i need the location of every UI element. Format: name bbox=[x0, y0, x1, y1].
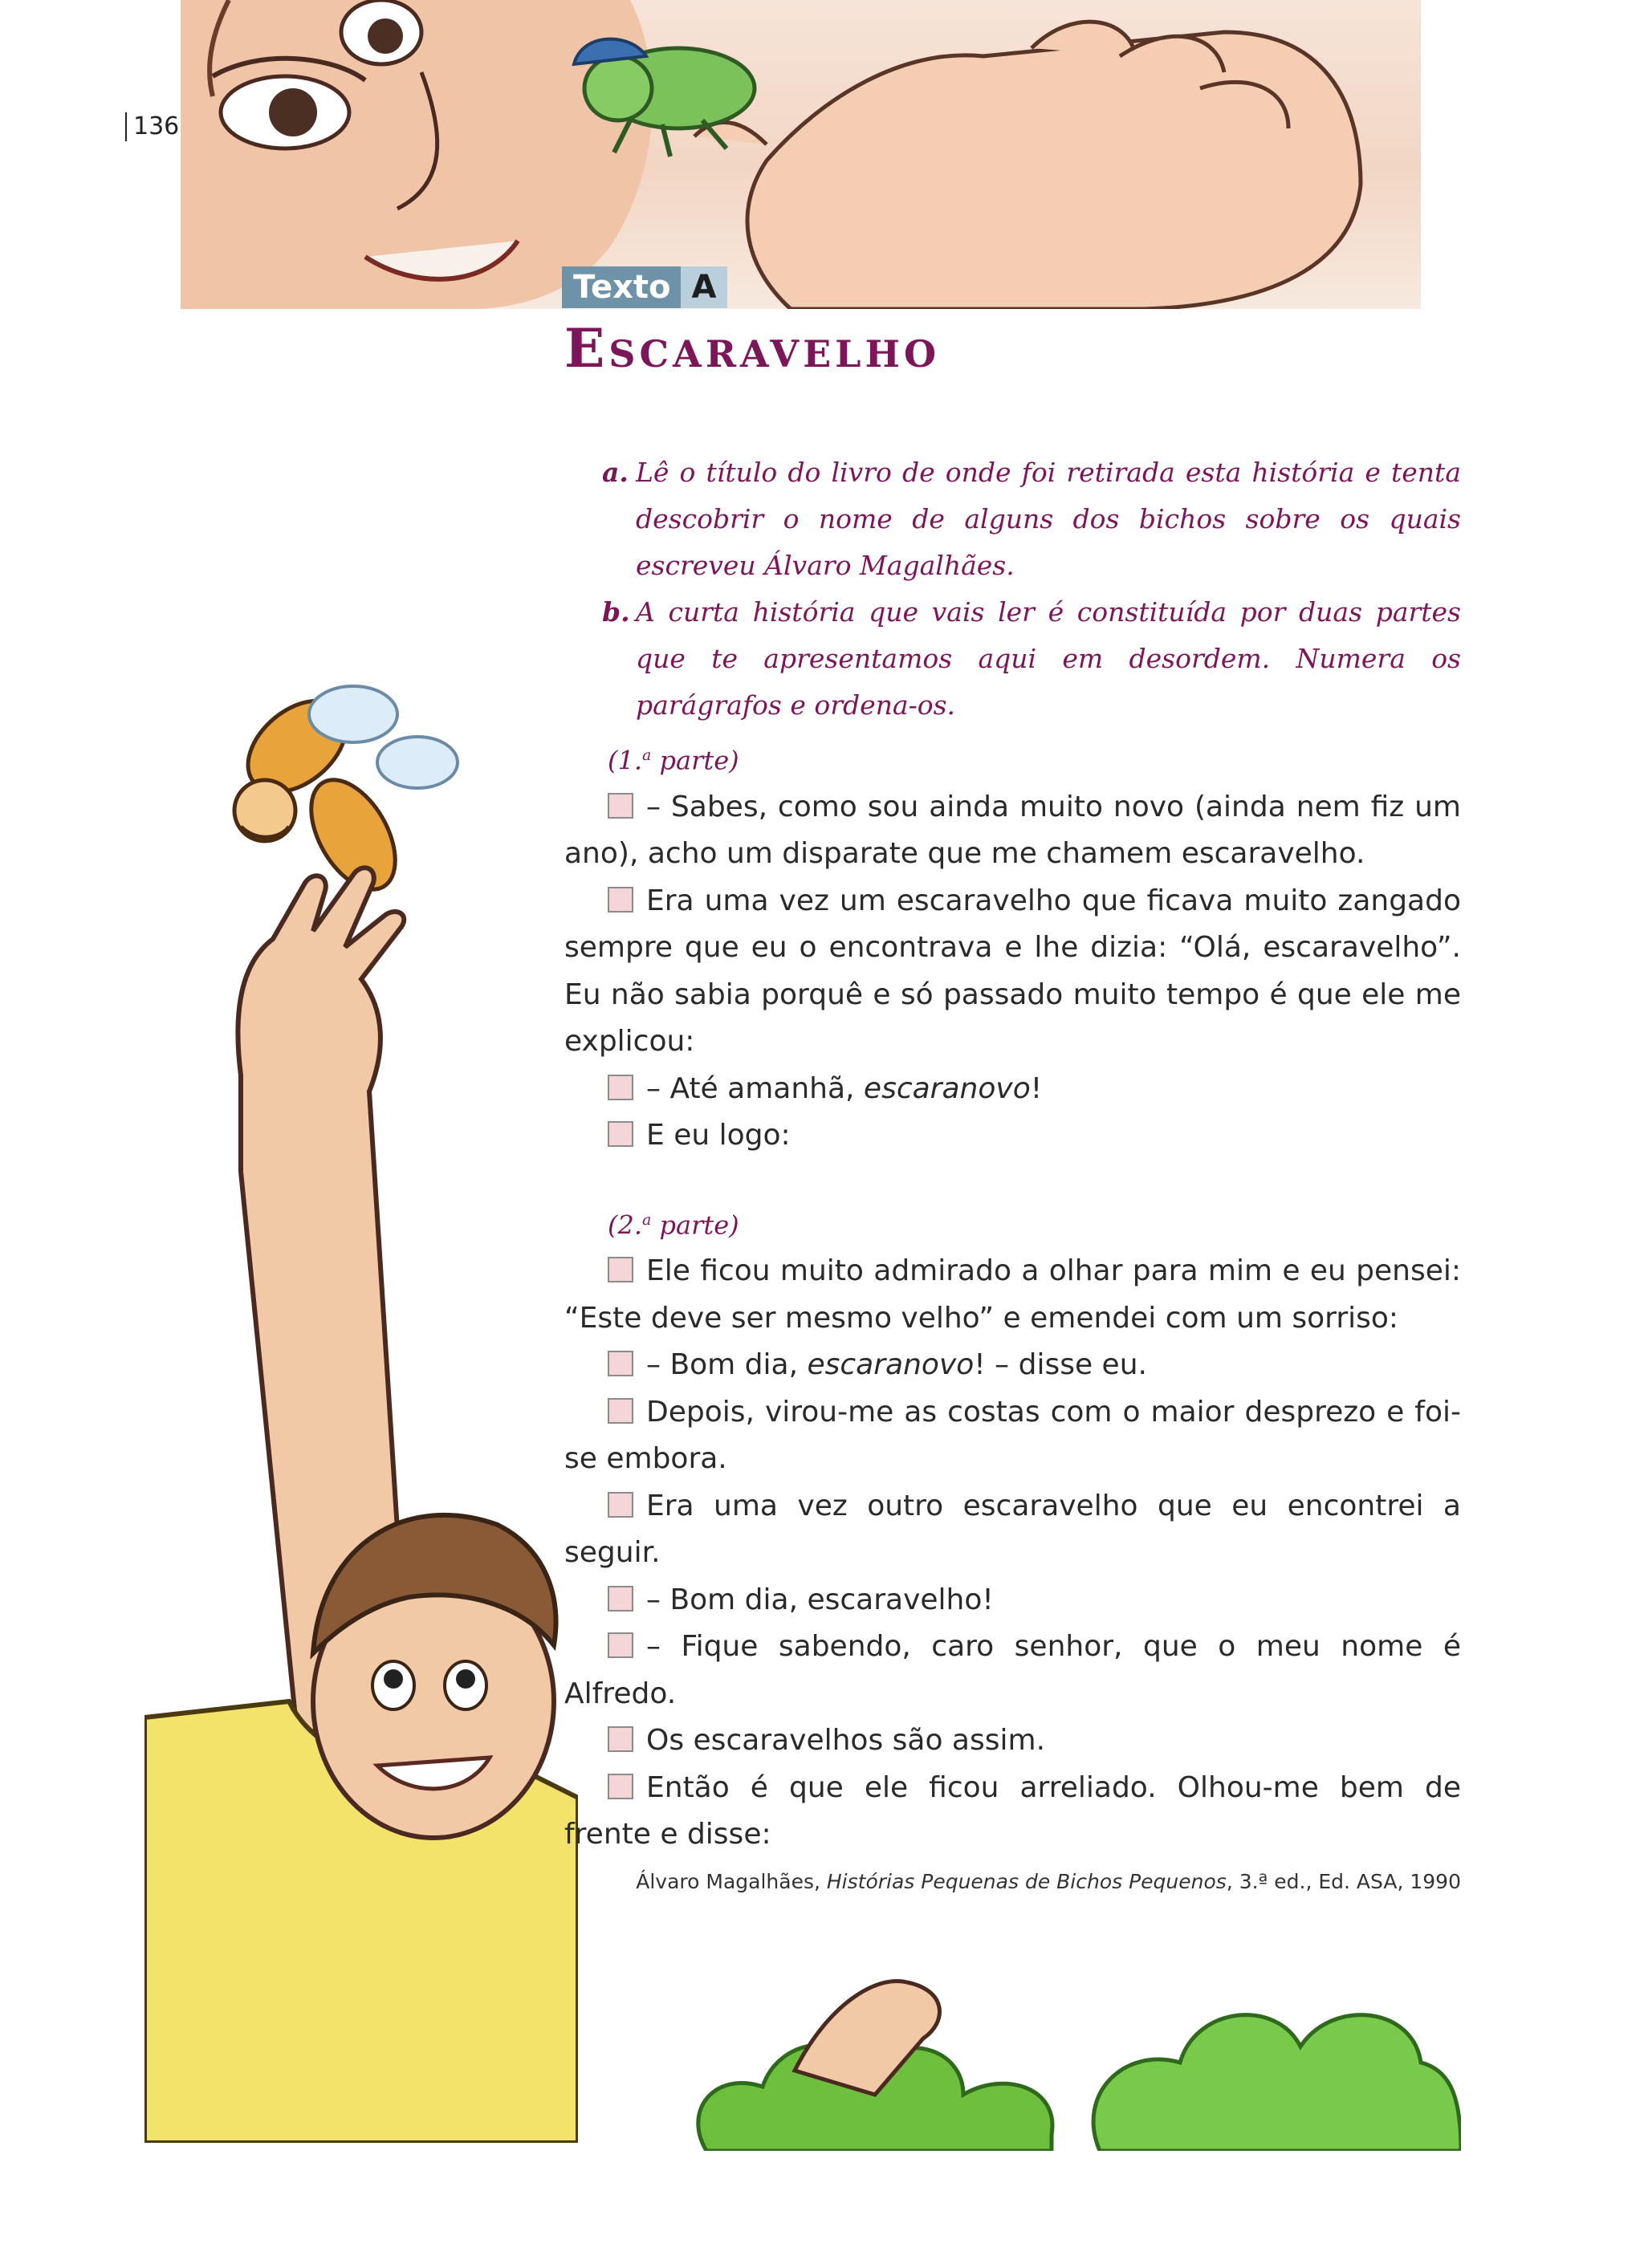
numbering-checkbox[interactable] bbox=[608, 887, 633, 912]
paragraph: – Bom dia, escaravelho! bbox=[564, 1577, 1461, 1624]
numbering-checkbox[interactable] bbox=[608, 1351, 633, 1376]
numbering-checkbox[interactable] bbox=[608, 1632, 633, 1658]
paragraph: Então é que ele ficou arreliado. Olhou-me bem de frente e disse: bbox=[564, 1770, 1461, 1851]
numbering-checkbox[interactable] bbox=[608, 1398, 633, 1424]
instruction-marker: b. bbox=[602, 596, 630, 628]
numbering-checkbox[interactable] bbox=[608, 1121, 633, 1147]
part-1-label: (1.$^a$ parte) bbox=[608, 745, 739, 776]
numbering-checkbox[interactable] bbox=[608, 793, 633, 819]
texto-label-letter: A bbox=[681, 266, 728, 308]
paragraph: E eu logo: bbox=[564, 1112, 1461, 1160]
instruction-marker: a. bbox=[602, 457, 629, 488]
story-body bbox=[564, 732, 1461, 1859]
instructions bbox=[602, 449, 1461, 729]
paragraph: – Bom dia, escaranovo! – disse eu. bbox=[564, 1342, 1461, 1389]
instruction-text: A curta história que vais ler é constituída por duas partes que te apresentamos aqui em desordem. Numera os parágrafos e ordena-os. bbox=[636, 596, 1461, 721]
flying-beetle-icon bbox=[230, 683, 458, 904]
paragraph: – Fique sabendo, caro senhor, que o meu nome é Alfredo. bbox=[564, 1630, 1461, 1710]
source-citation: Álvaro Magalhães, Histórias Pequenas de Bichos Pequenos, 3.ª ed., Ed. ASA, 1990 bbox=[636, 1870, 1461, 1893]
instruction-item bbox=[602, 589, 1461, 729]
numbering-checkbox[interactable] bbox=[608, 1492, 633, 1518]
numbering-checkbox[interactable] bbox=[608, 1586, 633, 1612]
paragraph: – Até amanhã, escaranovo! bbox=[564, 1066, 1461, 1113]
paragraph: Era uma vez outro escaravelho que eu encontrei a seguir. bbox=[564, 1489, 1461, 1570]
paragraph: – Sabes, como sou ainda muito novo (ainda nem fiz um ano), acho um disparate que me chamem escaravelho. bbox=[564, 790, 1461, 871]
page-number: 136 bbox=[125, 112, 179, 141]
instruction-text: Lê o título do livro de onde foi retirada esta história e tenta descobrir o nome de alguns dos bichos sobre os quais escreveu Álvaro Magalhães. bbox=[636, 457, 1461, 581]
story-title: Escaravelho bbox=[564, 317, 941, 380]
bushes-illustration bbox=[153, 1910, 1461, 2151]
numbering-checkbox[interactable] bbox=[608, 1257, 633, 1282]
instruction-item bbox=[602, 449, 1461, 589]
numbering-checkbox[interactable] bbox=[608, 1726, 633, 1752]
numbering-checkbox[interactable] bbox=[608, 1075, 633, 1100]
paragraph: Os escaravelhos são assim. bbox=[564, 1717, 1461, 1765]
part-2-label: (2.$^a$ parte) bbox=[608, 1209, 739, 1241]
paragraph: Era uma vez um escaravelho que ficava muito zangado sempre que eu o encontrava e lhe dizia: “Olá, escaravelho”. Eu não sabia porquê e só passado muito tempo é que ele me explicou: bbox=[564, 884, 1461, 1059]
texto-label-word: Texto bbox=[562, 266, 681, 308]
top-illustration bbox=[181, 0, 1421, 309]
numbering-checkbox[interactable] bbox=[608, 1774, 633, 1799]
paragraph: Depois, virou-me as costas com o maior desprezo e foi-se embora. bbox=[564, 1395, 1461, 1476]
paragraph: Ele ficou muito admirado a olhar para mim e eu pensei: “Este deve ser mesmo velho” e emendei com um sorriso: bbox=[564, 1254, 1461, 1335]
texto-label bbox=[562, 266, 727, 308]
